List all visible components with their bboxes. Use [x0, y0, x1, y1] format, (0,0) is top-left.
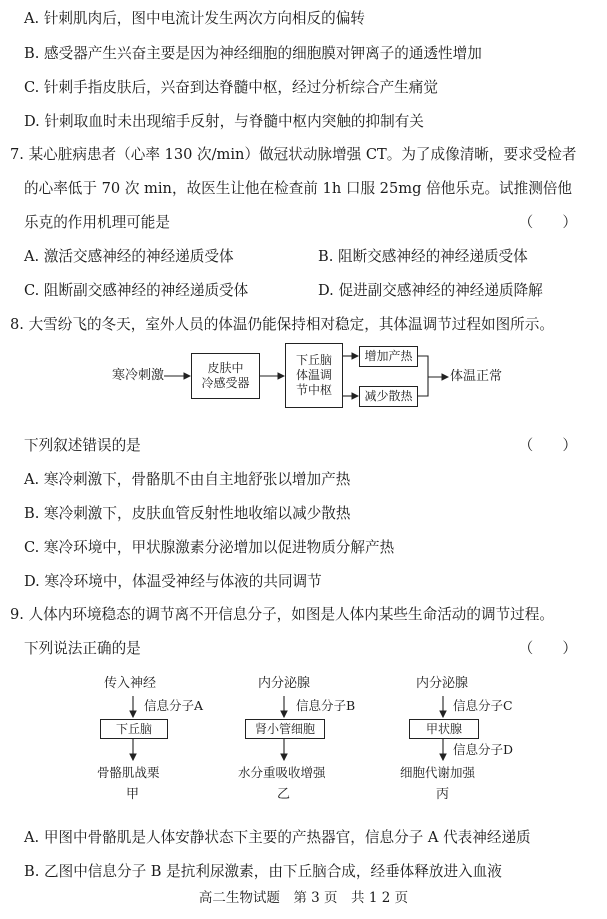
q9-prompt: 下列说法正确的是	[24, 640, 141, 657]
q7-answer-bracket: （ ）	[518, 214, 577, 231]
q9-bing-signal2: 信息分子D	[453, 742, 514, 757]
q9-option-b: B. 乙图中信息分子 B 是抗利尿激素，由下丘脑合成，经垂体释放进入血液	[24, 863, 502, 880]
q7-option-b: B. 阻断交感神经的神经递质受体	[318, 248, 528, 265]
q8-option-a: A. 寒冷刺激下，骨骼肌不由自主地舒张以增加产热	[24, 471, 351, 488]
q8-heat-loss-box: 减少散热	[359, 386, 418, 407]
q9-jia-tag: 甲	[126, 787, 140, 802]
q8-result-label: 体温正常	[450, 369, 503, 384]
q9-yi-source: 内分泌腺	[258, 676, 311, 691]
q8-stem: 8. 大雪纷飞的冬天，室外人员的体温仍能保持相对稳定，其体温调节过程如图所示。	[10, 316, 554, 333]
q7-option-a: A. 激活交感神经的神经递质受体	[24, 248, 234, 265]
q8-prompt: 下列叙述错误的是	[24, 437, 141, 454]
q9-jia-result: 骨骼肌战栗	[97, 765, 160, 780]
q7-option-c: C. 阻断副交感神经的神经递质受体	[24, 282, 249, 299]
q8-option-d: D. 寒冷环境中，体温受神经与体液的共同调节	[24, 573, 322, 590]
q8-receptor-line1: 皮肤中	[207, 361, 244, 375]
q8-stimulus-label: 寒冷刺激	[112, 368, 165, 383]
q8-option-b: B. 寒冷刺激下，皮肤血管反射性地收缩以减少散热	[24, 505, 351, 522]
q6-option-b: B. 感受器产生兴奋主要是因为神经细胞的细胞膜对钾离子的通透性增加	[24, 45, 482, 62]
q8-center-line2: 体温调	[295, 368, 332, 382]
page-footer: 高二生物试题 第 3 页 共 1 2 页	[198, 890, 409, 906]
q8-center-line3: 节中枢	[295, 383, 332, 397]
q9-answer-bracket: （ ）	[518, 640, 577, 657]
q8-option-c: C. 寒冷环境中，甲状腺激素分泌增加以促进物质分解产热	[24, 539, 395, 556]
q8-heat-production-box: 增加产热	[359, 346, 418, 367]
q8-answer-bracket: （ ）	[518, 437, 577, 454]
q9-jia-signal: 信息分子A	[144, 698, 204, 713]
q9-bing-result: 细胞代谢加强	[400, 765, 476, 780]
q9-bing-signal: 信息分子C	[453, 698, 513, 713]
q8-prompt-line	[24, 435, 607, 457]
q9-yi-signal: 信息分子B	[296, 698, 356, 713]
q9-option-a: A. 甲图中骨骼肌是人体安静状态下主要的产热器官，信息分子 A 代表神经递质	[24, 829, 531, 846]
q7-prompt: 乐克的作用机理可能是	[24, 214, 170, 231]
q9-jia-box: 下丘脑	[100, 719, 168, 739]
q9-yi-box: 肾小管细胞	[245, 719, 325, 739]
q6-option-d: D. 针刺取血时未出现缩手反射，与脊髓中枢内突触的抑制有关	[24, 113, 424, 130]
q8-bracket-join	[417, 356, 428, 396]
q6-option-c: C. 针刺手指皮肤后，兴奋到达脊髓中枢，经过分析综合产生痛觉	[24, 79, 438, 96]
q9-jia-source: 传入神经	[104, 676, 157, 691]
q8-receptor-line2: 冷感受器	[201, 376, 250, 390]
q9-bing-box: 甲状腺	[409, 719, 479, 739]
q7-option-d: D. 促进副交感神经的神经递质降解	[318, 282, 543, 299]
q8-center-line1: 下丘脑	[295, 353, 332, 367]
q9-stem: 9. 人体内环境稳态的调节离不开信息分子，如图是人体内某些生命活动的调节过程。	[10, 606, 554, 623]
q6-option-a: A. 针刺肌肉后，图中电流计发生两次方向相反的偏转	[24, 10, 365, 27]
q8-center-box	[285, 343, 343, 408]
q9-prompt-line	[24, 638, 607, 660]
q9-yi-result: 水分重吸收增强	[238, 765, 326, 780]
q8-receptor-box	[191, 353, 260, 399]
q9-yi-tag: 乙	[277, 787, 291, 802]
q9-bing-source: 内分泌腺	[416, 676, 469, 691]
q7-stem-line1: 7. 某心脏病患者（心率 130 次/min）做冠状动脉增强 CT。为了成像清晰，要求受检者	[10, 146, 577, 163]
q9-bing-tag: 丙	[436, 787, 450, 802]
q7-stem-line2: 的心率低于 70 次 min，故医生让他在检查前 1h 口服 25mg 倍他乐克。试推测倍他	[24, 180, 573, 197]
